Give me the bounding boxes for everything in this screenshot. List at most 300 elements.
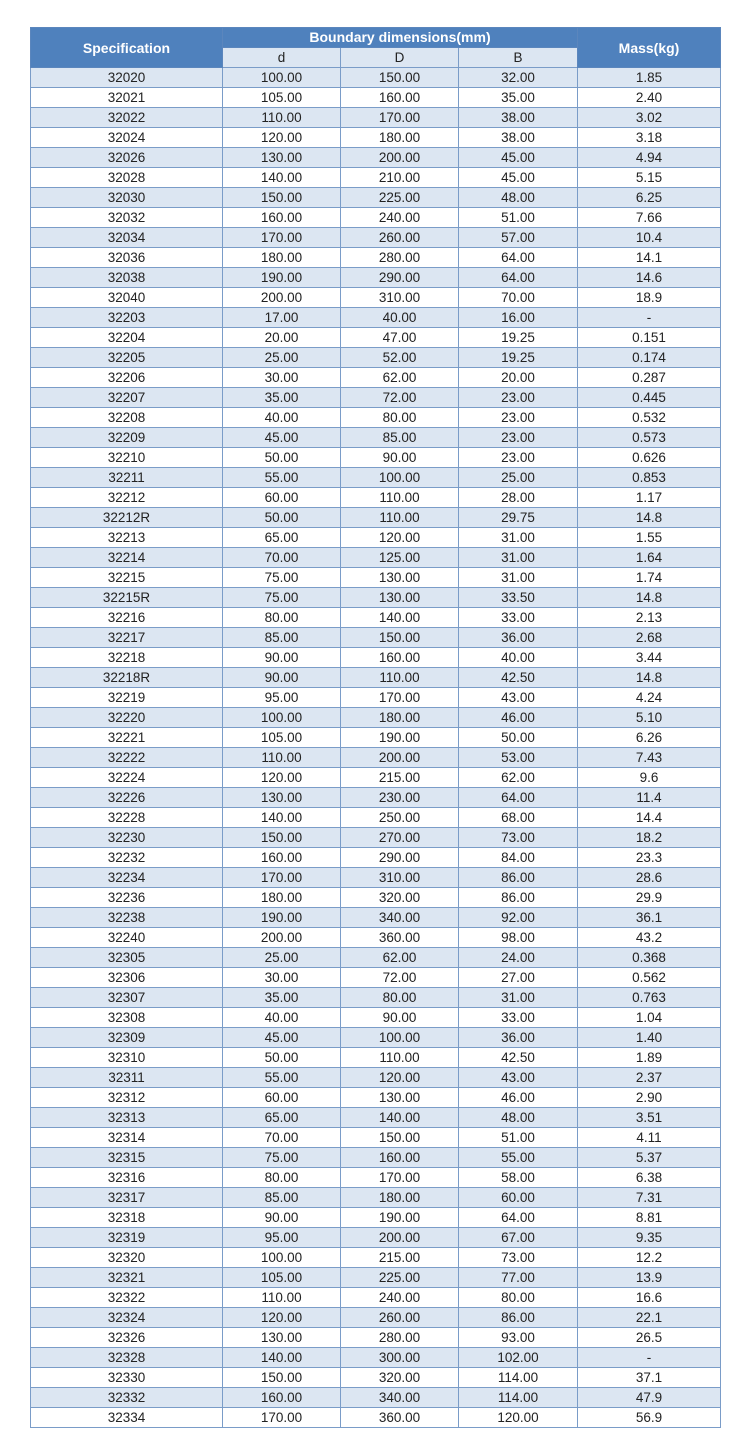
spec-cell: 32218R [31, 668, 223, 688]
outer-d-cell: 72.00 [341, 968, 459, 988]
spec-cell: 32311 [31, 1068, 223, 1088]
table-row [31, 968, 721, 988]
mass-cell: 1.64 [578, 548, 721, 568]
spec-cell: 32040 [31, 288, 223, 308]
spec-cell: 32211 [31, 468, 223, 488]
d-cell: 140.00 [223, 808, 341, 828]
outer-d-cell: 110.00 [341, 668, 459, 688]
outer-d-cell: 130.00 [341, 588, 459, 608]
d-cell: 140.00 [223, 168, 341, 188]
b-cell: 46.00 [459, 708, 578, 728]
d-cell: 30.00 [223, 368, 341, 388]
mass-cell: 18.2 [578, 828, 721, 848]
d-cell: 85.00 [223, 628, 341, 648]
b-cell: 98.00 [459, 928, 578, 948]
d-cell: 50.00 [223, 1048, 341, 1068]
spec-cell: 32030 [31, 188, 223, 208]
d-subheader: d [223, 48, 341, 68]
table-body [31, 68, 721, 1428]
spec-cell: 32308 [31, 1008, 223, 1028]
b-cell: 67.00 [459, 1228, 578, 1248]
spec-cell: 32204 [31, 328, 223, 348]
outer-d-cell: 110.00 [341, 1048, 459, 1068]
table-row [31, 1308, 721, 1328]
b-cell: 40.00 [459, 648, 578, 668]
outer-d-cell: 215.00 [341, 1248, 459, 1268]
outer-d-cell: 320.00 [341, 888, 459, 908]
spec-cell: 32210 [31, 448, 223, 468]
d-cell: 110.00 [223, 108, 341, 128]
spec-cell: 32036 [31, 248, 223, 268]
spec-cell: 32305 [31, 948, 223, 968]
spec-cell: 32034 [31, 228, 223, 248]
mass-cell: 1.89 [578, 1048, 721, 1068]
b-cell: 33.00 [459, 1008, 578, 1028]
d-cell: 60.00 [223, 1088, 341, 1108]
spec-cell: 32332 [31, 1388, 223, 1408]
table-row [31, 1328, 721, 1348]
mass-cell: 0.763 [578, 988, 721, 1008]
outer-d-cell: 62.00 [341, 368, 459, 388]
table-row [31, 548, 721, 568]
mass-cell: 11.4 [578, 788, 721, 808]
b-cell: 86.00 [459, 888, 578, 908]
spec-cell: 32319 [31, 1228, 223, 1248]
spec-cell: 32220 [31, 708, 223, 728]
table-row [31, 648, 721, 668]
spec-cell: 32230 [31, 828, 223, 848]
spec-cell: 32317 [31, 1188, 223, 1208]
mass-cell: 18.9 [578, 288, 721, 308]
table-row [31, 1288, 721, 1308]
mass-cell: 1.85 [578, 68, 721, 88]
table-row [31, 448, 721, 468]
mass-cell: 4.24 [578, 688, 721, 708]
spec-cell: 32024 [31, 128, 223, 148]
b-cell: 31.00 [459, 988, 578, 1008]
b-cell: 86.00 [459, 1308, 578, 1328]
outer-d-cell: 225.00 [341, 188, 459, 208]
mass-cell: 14.8 [578, 668, 721, 688]
b-cell: 48.00 [459, 1108, 578, 1128]
table-row [31, 368, 721, 388]
table-row [31, 228, 721, 248]
mass-cell: 0.626 [578, 448, 721, 468]
outer-d-cell: 190.00 [341, 1208, 459, 1228]
spec-cell: 32226 [31, 788, 223, 808]
spec-cell: 32234 [31, 868, 223, 888]
outer-d-cell: 150.00 [341, 68, 459, 88]
outer-d-cell: 120.00 [341, 528, 459, 548]
b-cell: 24.00 [459, 948, 578, 968]
d-cell: 90.00 [223, 648, 341, 668]
d-cell: 20.00 [223, 328, 341, 348]
spec-cell: 32222 [31, 748, 223, 768]
spec-cell: 32228 [31, 808, 223, 828]
outer-d-cell: 80.00 [341, 988, 459, 1008]
d-cell: 75.00 [223, 568, 341, 588]
outer-d-cell: 340.00 [341, 908, 459, 928]
mass-cell: 36.1 [578, 908, 721, 928]
b-cell: 102.00 [459, 1348, 578, 1368]
outer-d-cell: 100.00 [341, 468, 459, 488]
mass-cell: 1.74 [578, 568, 721, 588]
spec-cell: 32022 [31, 108, 223, 128]
b-cell: 23.00 [459, 388, 578, 408]
d-cell: 100.00 [223, 68, 341, 88]
b-cell: 19.25 [459, 328, 578, 348]
d-cell: 50.00 [223, 448, 341, 468]
mass-cell: 5.15 [578, 168, 721, 188]
mass-cell: 0.532 [578, 408, 721, 428]
table-row [31, 628, 721, 648]
spec-cell: 32212R [31, 508, 223, 528]
spec-cell: 32026 [31, 148, 223, 168]
table-row [31, 1188, 721, 1208]
spec-cell: 32324 [31, 1308, 223, 1328]
b-cell: 31.00 [459, 548, 578, 568]
outer-d-cell: 125.00 [341, 548, 459, 568]
table-row [31, 708, 721, 728]
b-cell: 43.00 [459, 688, 578, 708]
mass-cell: 2.37 [578, 1068, 721, 1088]
d-cell: 180.00 [223, 888, 341, 908]
b-cell: 38.00 [459, 108, 578, 128]
d-cell: 170.00 [223, 868, 341, 888]
b-cell: 51.00 [459, 208, 578, 228]
outer-d-cell: 340.00 [341, 1388, 459, 1408]
outer-d-cell: 230.00 [341, 788, 459, 808]
spec-cell: 32203 [31, 308, 223, 328]
b-cell: 114.00 [459, 1388, 578, 1408]
mass-cell: 56.9 [578, 1408, 721, 1428]
table-row [31, 108, 721, 128]
b-cell: 60.00 [459, 1188, 578, 1208]
table-row [31, 588, 721, 608]
spec-cell: 32316 [31, 1168, 223, 1188]
table-row [31, 388, 721, 408]
spec-cell: 32020 [31, 68, 223, 88]
mass-cell: 4.11 [578, 1128, 721, 1148]
table-row [31, 1048, 721, 1068]
spec-cell: 32215 [31, 568, 223, 588]
d-cell: 150.00 [223, 188, 341, 208]
mass-cell: 0.151 [578, 328, 721, 348]
spec-cell: 32236 [31, 888, 223, 908]
outer-d-cell: 140.00 [341, 608, 459, 628]
table-row [31, 1388, 721, 1408]
table-row [31, 88, 721, 108]
outer-d-cell: 260.00 [341, 228, 459, 248]
d-cell: 35.00 [223, 988, 341, 1008]
b-cell: 35.00 [459, 88, 578, 108]
mass-cell: 3.51 [578, 1108, 721, 1128]
b-cell: 29.75 [459, 508, 578, 528]
mass-cell: 2.68 [578, 628, 721, 648]
spec-cell: 32232 [31, 848, 223, 868]
d-cell: 160.00 [223, 848, 341, 868]
d-cell: 110.00 [223, 748, 341, 768]
mass-cell: 29.9 [578, 888, 721, 908]
outer-d-cell: 250.00 [341, 808, 459, 828]
b-cell: 77.00 [459, 1268, 578, 1288]
table-row [31, 1408, 721, 1428]
d-cell: 200.00 [223, 288, 341, 308]
outer-d-cell: 120.00 [341, 1068, 459, 1088]
d-cell: 40.00 [223, 408, 341, 428]
table-row [31, 1228, 721, 1248]
b-cell: 92.00 [459, 908, 578, 928]
table-row [31, 848, 721, 868]
b-cell: 19.25 [459, 348, 578, 368]
outer-d-cell: 290.00 [341, 848, 459, 868]
outer-d-cell: 140.00 [341, 1108, 459, 1128]
mass-cell: 28.6 [578, 868, 721, 888]
b-cell: 73.00 [459, 828, 578, 848]
outer-d-cell: 90.00 [341, 448, 459, 468]
table-row [31, 148, 721, 168]
mass-cell: - [578, 308, 721, 328]
mass-cell: 16.6 [578, 1288, 721, 1308]
mass-cell: 0.573 [578, 428, 721, 448]
d-cell: 120.00 [223, 1308, 341, 1328]
table-row [31, 808, 721, 828]
outer-d-cell: 310.00 [341, 288, 459, 308]
mass-cell: 14.6 [578, 268, 721, 288]
outer-d-cell: 240.00 [341, 1288, 459, 1308]
spec-cell: 32326 [31, 1328, 223, 1348]
table-row [31, 128, 721, 148]
b-cell: 27.00 [459, 968, 578, 988]
spec-cell: 32307 [31, 988, 223, 1008]
outer-d-cell: 170.00 [341, 688, 459, 708]
b-cell: 23.00 [459, 408, 578, 428]
table-row [31, 1148, 721, 1168]
outer-d-cell: 190.00 [341, 728, 459, 748]
mass-cell: 13.9 [578, 1268, 721, 1288]
outer-d-cell: 170.00 [341, 108, 459, 128]
mass-cell: 0.368 [578, 948, 721, 968]
mass-cell: 10.4 [578, 228, 721, 248]
d-cell: 75.00 [223, 588, 341, 608]
d-cell: 110.00 [223, 1288, 341, 1308]
b-cell: 51.00 [459, 1128, 578, 1148]
b-cell: 64.00 [459, 248, 578, 268]
mass-cell: 7.66 [578, 208, 721, 228]
d-cell: 105.00 [223, 1268, 341, 1288]
mass-cell: 9.35 [578, 1228, 721, 1248]
table-row [31, 1248, 721, 1268]
b-cell: 68.00 [459, 808, 578, 828]
table-row [31, 248, 721, 268]
b-cell: 70.00 [459, 288, 578, 308]
outer-d-cell: 85.00 [341, 428, 459, 448]
spec-cell: 32205 [31, 348, 223, 368]
outer-d-cell: 52.00 [341, 348, 459, 368]
d-cell: 150.00 [223, 1368, 341, 1388]
b-cell: 43.00 [459, 1068, 578, 1088]
table-row [31, 328, 721, 348]
outer-d-cell: 160.00 [341, 648, 459, 668]
table-row [31, 908, 721, 928]
outer-d-cell: 110.00 [341, 488, 459, 508]
b-cell: 50.00 [459, 728, 578, 748]
outer-d-cell: 260.00 [341, 1308, 459, 1328]
table-row [31, 988, 721, 1008]
mass-cell: 2.40 [578, 88, 721, 108]
spec-cell: 32328 [31, 1348, 223, 1368]
spec-cell: 32038 [31, 268, 223, 288]
d-cell: 100.00 [223, 708, 341, 728]
d-cell: 105.00 [223, 728, 341, 748]
b-cell: 23.00 [459, 448, 578, 468]
b-cell: 31.00 [459, 568, 578, 588]
table-row [31, 788, 721, 808]
b-cell: 33.50 [459, 588, 578, 608]
table-row [31, 1268, 721, 1288]
mass-cell: 0.562 [578, 968, 721, 988]
spec-cell: 32315 [31, 1148, 223, 1168]
d-cell: 100.00 [223, 1248, 341, 1268]
outer-d-cell: 225.00 [341, 1268, 459, 1288]
mass-cell: 1.55 [578, 528, 721, 548]
mass-cell: 47.9 [578, 1388, 721, 1408]
d-cell: 190.00 [223, 908, 341, 928]
table-row [31, 888, 721, 908]
d-cell: 90.00 [223, 1208, 341, 1228]
spec-cell: 32021 [31, 88, 223, 108]
table-row [31, 928, 721, 948]
spec-cell: 32312 [31, 1088, 223, 1108]
mass-cell: 26.5 [578, 1328, 721, 1348]
b-cell: 45.00 [459, 148, 578, 168]
d-cell: 30.00 [223, 968, 341, 988]
table-row [31, 688, 721, 708]
outer-d-cell: 47.00 [341, 328, 459, 348]
table-row [31, 188, 721, 208]
d-cell: 160.00 [223, 1388, 341, 1408]
mass-cell: 3.02 [578, 108, 721, 128]
table-row [31, 528, 721, 548]
mass-cell: 0.287 [578, 368, 721, 388]
b-cell: 20.00 [459, 368, 578, 388]
outer-d-cell: 72.00 [341, 388, 459, 408]
d-cell: 85.00 [223, 1188, 341, 1208]
b-cell: 62.00 [459, 768, 578, 788]
table-row [31, 208, 721, 228]
mass-cell: 0.445 [578, 388, 721, 408]
table-row [31, 1028, 721, 1048]
b-cell: 16.00 [459, 308, 578, 328]
spec-cell: 32218 [31, 648, 223, 668]
table-row [31, 408, 721, 428]
table-row [31, 68, 721, 88]
spec-cell: 32217 [31, 628, 223, 648]
spec-cell: 32322 [31, 1288, 223, 1308]
spec-cell: 32314 [31, 1128, 223, 1148]
table-row [31, 1368, 721, 1388]
mass-cell: 8.81 [578, 1208, 721, 1228]
mass-cell: 3.44 [578, 648, 721, 668]
b-cell: 36.00 [459, 1028, 578, 1048]
mass-cell: 14.1 [578, 248, 721, 268]
b-cell: 28.00 [459, 488, 578, 508]
table-row [31, 728, 721, 748]
outer-d-cell: 310.00 [341, 868, 459, 888]
d-cell: 180.00 [223, 248, 341, 268]
mass-cell: 1.40 [578, 1028, 721, 1048]
outer-d-cell: 160.00 [341, 1148, 459, 1168]
spec-cell: 32313 [31, 1108, 223, 1128]
outer-d-cell: 360.00 [341, 1408, 459, 1428]
mass-cell: 6.38 [578, 1168, 721, 1188]
table-row [31, 768, 721, 788]
mass-cell: 2.90 [578, 1088, 721, 1108]
table-row [31, 748, 721, 768]
mass-cell: 14.4 [578, 808, 721, 828]
table-header [31, 28, 721, 68]
b-cell: 46.00 [459, 1088, 578, 1108]
mass-cell: 7.43 [578, 748, 721, 768]
specification-header: Specification [31, 28, 223, 68]
outer-d-cell: 150.00 [341, 628, 459, 648]
mass-cell: 14.8 [578, 508, 721, 528]
outer-d-cell: 90.00 [341, 1008, 459, 1028]
d-cell: 50.00 [223, 508, 341, 528]
spec-cell: 32306 [31, 968, 223, 988]
d-cell: 120.00 [223, 768, 341, 788]
table-row [31, 668, 721, 688]
d-cell: 45.00 [223, 1028, 341, 1048]
table-row [31, 1208, 721, 1228]
d-cell: 90.00 [223, 668, 341, 688]
mass-cell: 1.04 [578, 1008, 721, 1028]
outer-d-cell: 270.00 [341, 828, 459, 848]
b-cell: 64.00 [459, 1208, 578, 1228]
table-row [31, 508, 721, 528]
outer-d-cell: 160.00 [341, 88, 459, 108]
boundary-dimensions-header: Boundary dimensions(mm) [223, 28, 578, 48]
b-cell: 23.00 [459, 428, 578, 448]
b-cell: 33.00 [459, 608, 578, 628]
d-cell: 80.00 [223, 1168, 341, 1188]
mass-cell: 0.853 [578, 468, 721, 488]
d-cell: 70.00 [223, 1128, 341, 1148]
d-cell: 25.00 [223, 348, 341, 368]
spec-cell: 32206 [31, 368, 223, 388]
spec-cell: 32334 [31, 1408, 223, 1428]
table-row [31, 828, 721, 848]
table-row [31, 468, 721, 488]
d-cell: 45.00 [223, 428, 341, 448]
table-row [31, 1068, 721, 1088]
d-cell: 200.00 [223, 928, 341, 948]
d-cell: 170.00 [223, 1408, 341, 1428]
mass-cell: 6.26 [578, 728, 721, 748]
spec-cell: 32215R [31, 588, 223, 608]
d-cell: 95.00 [223, 1228, 341, 1248]
d-cell: 170.00 [223, 228, 341, 248]
d-cell: 65.00 [223, 1108, 341, 1128]
table-row [31, 488, 721, 508]
d-cell: 65.00 [223, 528, 341, 548]
outer-d-cell: 215.00 [341, 768, 459, 788]
bearing-spec-table [30, 27, 721, 1428]
d-cell: 17.00 [223, 308, 341, 328]
d-cell: 120.00 [223, 128, 341, 148]
b-cell: 36.00 [459, 628, 578, 648]
spec-cell: 32212 [31, 488, 223, 508]
